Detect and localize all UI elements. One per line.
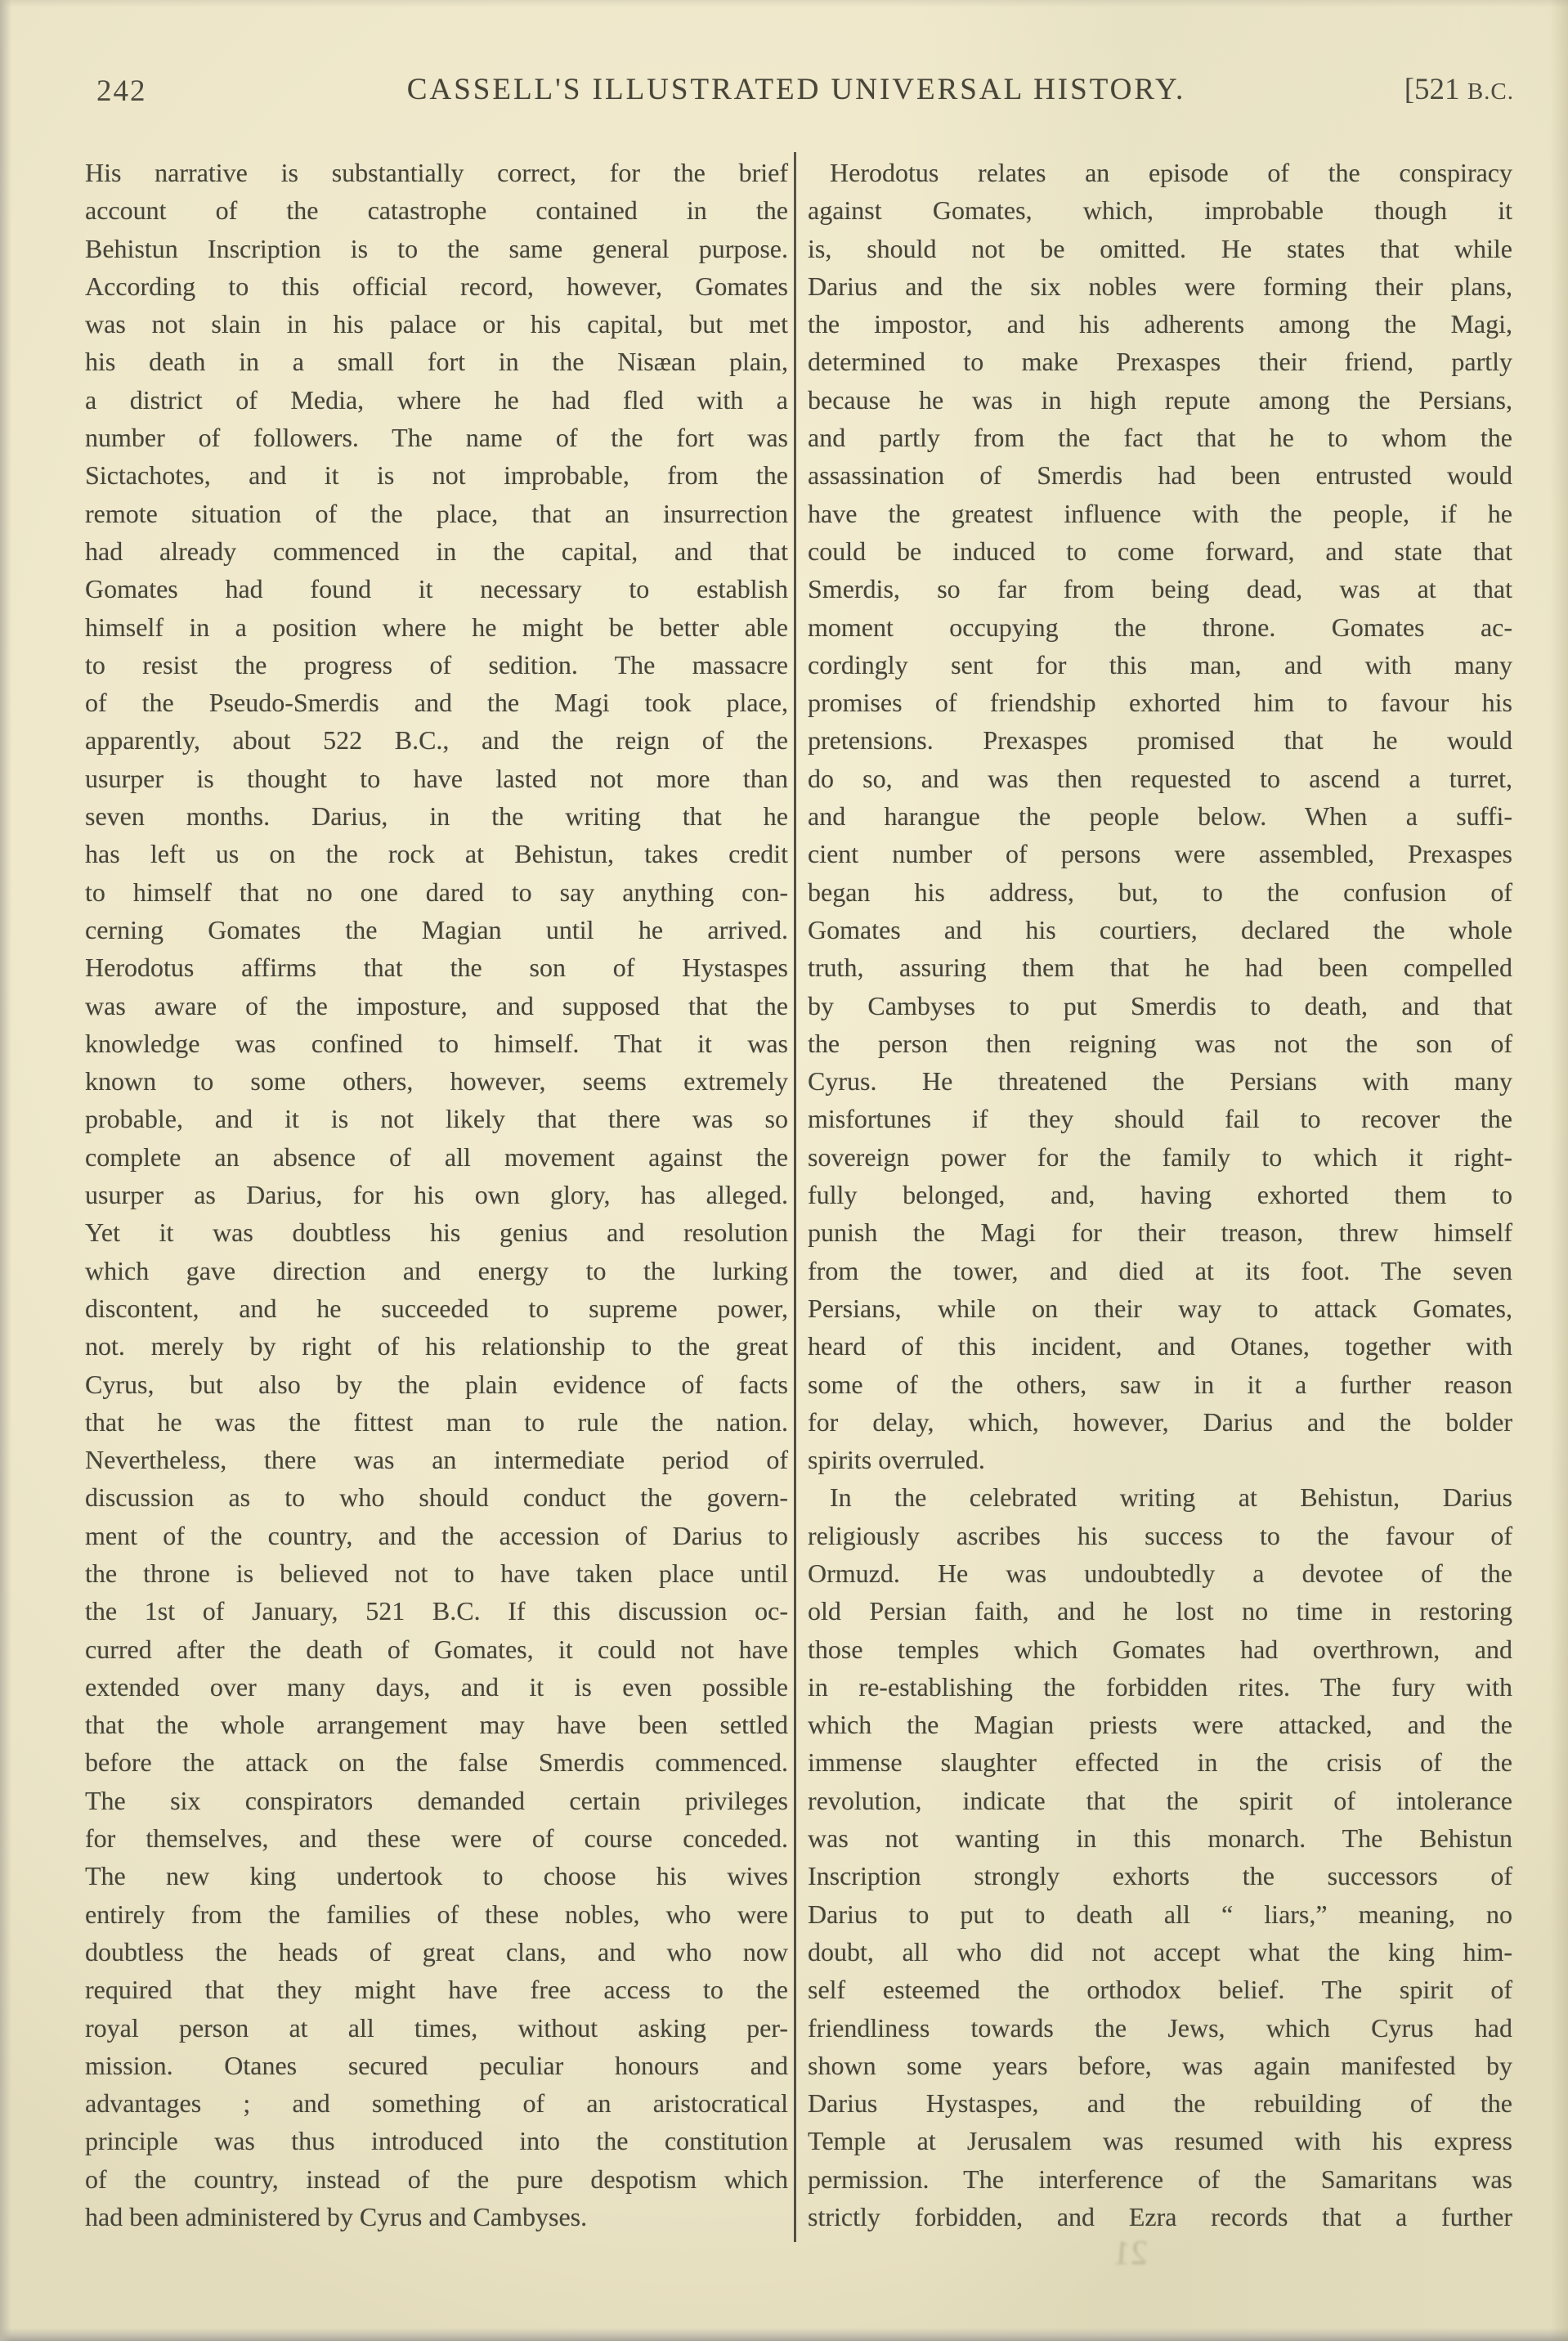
- text-line: do so, and was then requested to ascend a turret,: [808, 763, 1512, 793]
- text-line: that he was the fittest man to rule the nation.: [85, 1406, 788, 1437]
- text-line: moment occupying the throne. Gomates ac-: [808, 612, 1512, 642]
- text-line: was aware of the imposture, and supposed that the: [85, 990, 788, 1020]
- text-line: is, should not be omitted. He states that while: [808, 233, 1512, 263]
- text-line: for themselves, and these were of course conceded.: [85, 1823, 788, 1854]
- text-line: Inscription strongly exhorts the successors of: [808, 1861, 1512, 1891]
- text-line: curred after the death of Gomates, it could not have: [85, 1634, 788, 1664]
- text-line: himself in a position where he might be better able: [85, 612, 788, 642]
- text-line: doubt, all who did not accept what the king him-: [808, 1936, 1512, 1967]
- text-line: Smerdis, so far from being dead, was at that: [808, 574, 1512, 604]
- text-line: In the celebrated writing at Behistun, Darius: [830, 1482, 1512, 1513]
- text-line: spirits overruled.: [808, 1445, 985, 1475]
- text-line: remote situation of the place, that an insurrection: [85, 498, 788, 528]
- text-line: not. merely by right of his relationship to the great: [85, 1331, 788, 1361]
- text-line: heard of this incident, and Otanes, together with: [808, 1331, 1512, 1361]
- text-line: account of the catastrophe contained in the: [85, 195, 788, 226]
- text-line: assassination of Smerdis had been entrusted would: [808, 460, 1512, 491]
- text-line: was not wanting in this monarch. The Behistun: [808, 1823, 1512, 1854]
- text-line: usurper as Darius, for his own glory, has alleged.: [85, 1180, 788, 1210]
- column-left: [85, 154, 788, 2236]
- text-line: religiously ascribes his success to the favour of: [808, 1520, 1512, 1550]
- text-line: that the whole arrangement may have been settled: [85, 1710, 788, 1740]
- text-line: his death in a small fort in the Nisæan plain,: [85, 347, 788, 377]
- text-line: Darius to put to death all “ liars,” meaning, no: [808, 1899, 1512, 1929]
- text-line: knowledge was confined to himself. That it was: [85, 1028, 788, 1058]
- text-line: Yet it was doubtless his genius and resolution: [85, 1218, 788, 1248]
- signature-mark: 21: [1112, 2235, 1149, 2272]
- text-line: old Persian faith, and he lost no time in restoring: [808, 1596, 1512, 1626]
- text-line: His narrative is substantially correct, for the brief: [85, 158, 788, 187]
- text-line: usurper is thought to have lasted not more than: [85, 763, 788, 793]
- text-line: Cyrus, but also by the plain evidence of facts: [85, 1369, 788, 1399]
- text-line: required that they might have free access to the: [85, 1975, 788, 2005]
- text-line: was not slain in his palace or his capital, but met: [85, 309, 788, 339]
- text-line: friendliness towards the Jews, which Cyrus had: [808, 2012, 1512, 2043]
- text-line: number of followers. The name of the fort was: [85, 423, 788, 453]
- text-line: before the attack on the false Smerdis commenced.: [85, 1747, 788, 1778]
- column-right: [808, 154, 1512, 2236]
- text-line: Persians, while on their way to attack Gomates,: [808, 1293, 1512, 1323]
- text-line: advantages ; and something of an aristocratical: [85, 2088, 788, 2119]
- text-line: by Cambyses to put Smerdis to death, and that: [808, 990, 1512, 1020]
- text-line: discussion as to who should conduct the govern-: [85, 1482, 788, 1513]
- text-line: which the Magian priests were attacked, and the: [808, 1710, 1512, 1740]
- text-line: revolution, indicate that the spirit of intolerance: [808, 1785, 1512, 1815]
- text-line: immense slaughter effected in the crisis of the: [808, 1747, 1512, 1778]
- text-line: discontent, and he succeeded to supreme power,: [85, 1293, 788, 1323]
- text-line: fully belonged, and, having exhorted them to: [808, 1180, 1512, 1210]
- text-line: truth, assuring them that he had been compelled: [808, 953, 1512, 983]
- text-line: have the greatest influence with the people, if he: [808, 498, 1512, 528]
- text-line: The six conspirators demanded certain privileges: [85, 1785, 788, 1815]
- text-line: pretensions. Prexaspes promised that he would: [808, 725, 1512, 756]
- text-line: extended over many days, and it is even possible: [85, 1671, 788, 1702]
- text-line: doubtless the heads of great clans, and who now: [85, 1936, 788, 1967]
- text-line: the impostor, and his adherents among the Magi,: [808, 309, 1512, 339]
- text-line: had already commenced in the capital, and that: [85, 536, 788, 566]
- text-line: cordingly sent for this man, and with many: [808, 649, 1512, 679]
- text-line: Cyrus. He threatened the Persians with many: [808, 1066, 1512, 1097]
- text-line: seven months. Darius, in the writing that he: [85, 801, 788, 832]
- text-line: because he was in high repute among the Persians,: [808, 384, 1512, 415]
- text-line: apparently, about 522 B.C., and the reign of the: [85, 725, 788, 756]
- text-line: cient number of persons were assembled, Prexaspes: [808, 839, 1512, 869]
- text-line: which gave direction and energy to the lurking: [85, 1255, 788, 1285]
- text-line: from the tower, and died at its foot. The seven: [808, 1255, 1512, 1285]
- text-line: against Gomates, which, improbable though it: [808, 195, 1512, 226]
- text-line: some of the others, saw in it a further reason: [808, 1369, 1512, 1399]
- page-title: CASSELL'S ILLUSTRATED UNIVERSAL HISTORY.: [406, 73, 1186, 106]
- text-line: Ormuzd. He was undoubtedly a devotee of the: [808, 1558, 1512, 1588]
- text-line: for delay, which, however, Darius and the bolder: [808, 1406, 1512, 1437]
- text-line: and harangue the people below. When a suffi-: [808, 801, 1512, 832]
- text-line: determined to make Prexaspes their friend, partly: [808, 347, 1512, 377]
- text-line: punish the Magi for their treason, threw himself: [808, 1218, 1512, 1248]
- text-line: According to this official record, however, Gomates: [85, 271, 788, 301]
- text-line: had been administered by Cyrus and Cambyses.: [85, 2202, 588, 2232]
- text-line: Darius Hystaspes, and the rebuilding of the: [808, 2088, 1512, 2119]
- text-line: the person then reigning was not the son of: [808, 1028, 1512, 1058]
- date-bracket-year: [521: [1404, 73, 1460, 106]
- text-line: Behistun Inscription is to the same general purpose.: [85, 233, 788, 263]
- text-line: in re-establishing the forbidden rites. The fury with: [808, 1671, 1512, 1702]
- text-line: Darius and the six nobles were forming their plans,: [808, 271, 1512, 301]
- text-line: shown some years before, was again manifested by: [808, 2050, 1512, 2080]
- text-line: cerning Gomates the Magian until he arrived.: [85, 914, 788, 944]
- text-line: entirely from the families of these nobles, who were: [85, 1899, 788, 1929]
- text-line: probable, and it is not likely that there was so: [85, 1104, 788, 1134]
- text-line: promises of friendship exhorted him to favour his: [808, 688, 1512, 718]
- text-line: of the Pseudo-Smerdis and the Magi took place,: [85, 688, 788, 718]
- text-line: mission. Otanes secured peculiar honours and: [85, 2050, 788, 2080]
- text-line: Temple at Jerusalem was resumed with his express: [808, 2126, 1512, 2156]
- column-divider: [794, 152, 796, 2242]
- text-line: began his address, but, to the confusion of: [808, 877, 1512, 907]
- text-line: Sictachotes, and it is not improbable, from the: [85, 460, 788, 491]
- text-line: Nevertheless, there was an intermediate period of: [85, 1445, 788, 1475]
- text-line: the 1st of January, 521 B.C. If this discussion oc-: [85, 1596, 788, 1626]
- text-line: could be induced to come forward, and state that: [808, 536, 1512, 566]
- date-era: B.C.: [1467, 78, 1514, 105]
- text-line: to himself that no one dared to say anything con-: [85, 877, 788, 907]
- text-line: and partly from the fact that he to whom the: [808, 423, 1512, 453]
- text-line: The new king undertook to choose his wives: [85, 1861, 788, 1891]
- text-line: ment of the country, and the accession of Darius to: [85, 1520, 788, 1550]
- date-marker: [1404, 72, 1514, 107]
- text-line: has left us on the rock at Behistun, takes credit: [85, 839, 788, 869]
- page-number: 242: [96, 74, 147, 108]
- text-line: those temples which Gomates had overthrown, and: [808, 1634, 1512, 1664]
- text-line: permission. The interference of the Samaritans was: [808, 2164, 1512, 2194]
- text-line: Herodotus relates an episode of the conspiracy: [830, 158, 1512, 187]
- text-line: self esteemed the orthodox belief. The spirit of: [808, 1975, 1512, 2005]
- text-line: strictly forbidden, and Ezra records that a further: [808, 2202, 1512, 2232]
- text-line: to resist the progress of sedition. The massacre: [85, 649, 788, 679]
- text-line: Herodotus affirms that the son of Hystaspes: [85, 953, 788, 983]
- text-line: a district of Media, where he had fled with a: [85, 384, 788, 415]
- text-line: the throne is believed not to have taken place until: [85, 1558, 788, 1588]
- text-line: known to some others, however, seems extremely: [85, 1066, 788, 1097]
- text-line: of the country, instead of the pure despotism which: [85, 2164, 788, 2194]
- text-line: Gomates and his courtiers, declared the whole: [808, 914, 1512, 944]
- text-line: Gomates had found it necessary to establish: [85, 574, 788, 604]
- text-line: complete an absence of all movement against the: [85, 1141, 788, 1172]
- text-line: principle was thus introduced into the constitution: [85, 2126, 788, 2156]
- text-line: royal person at all times, without asking per-: [85, 2012, 788, 2043]
- text-line: sovereign power for the family to which it right-: [808, 1141, 1512, 1172]
- text-line: misfortunes if they should fail to recover the: [808, 1104, 1512, 1134]
